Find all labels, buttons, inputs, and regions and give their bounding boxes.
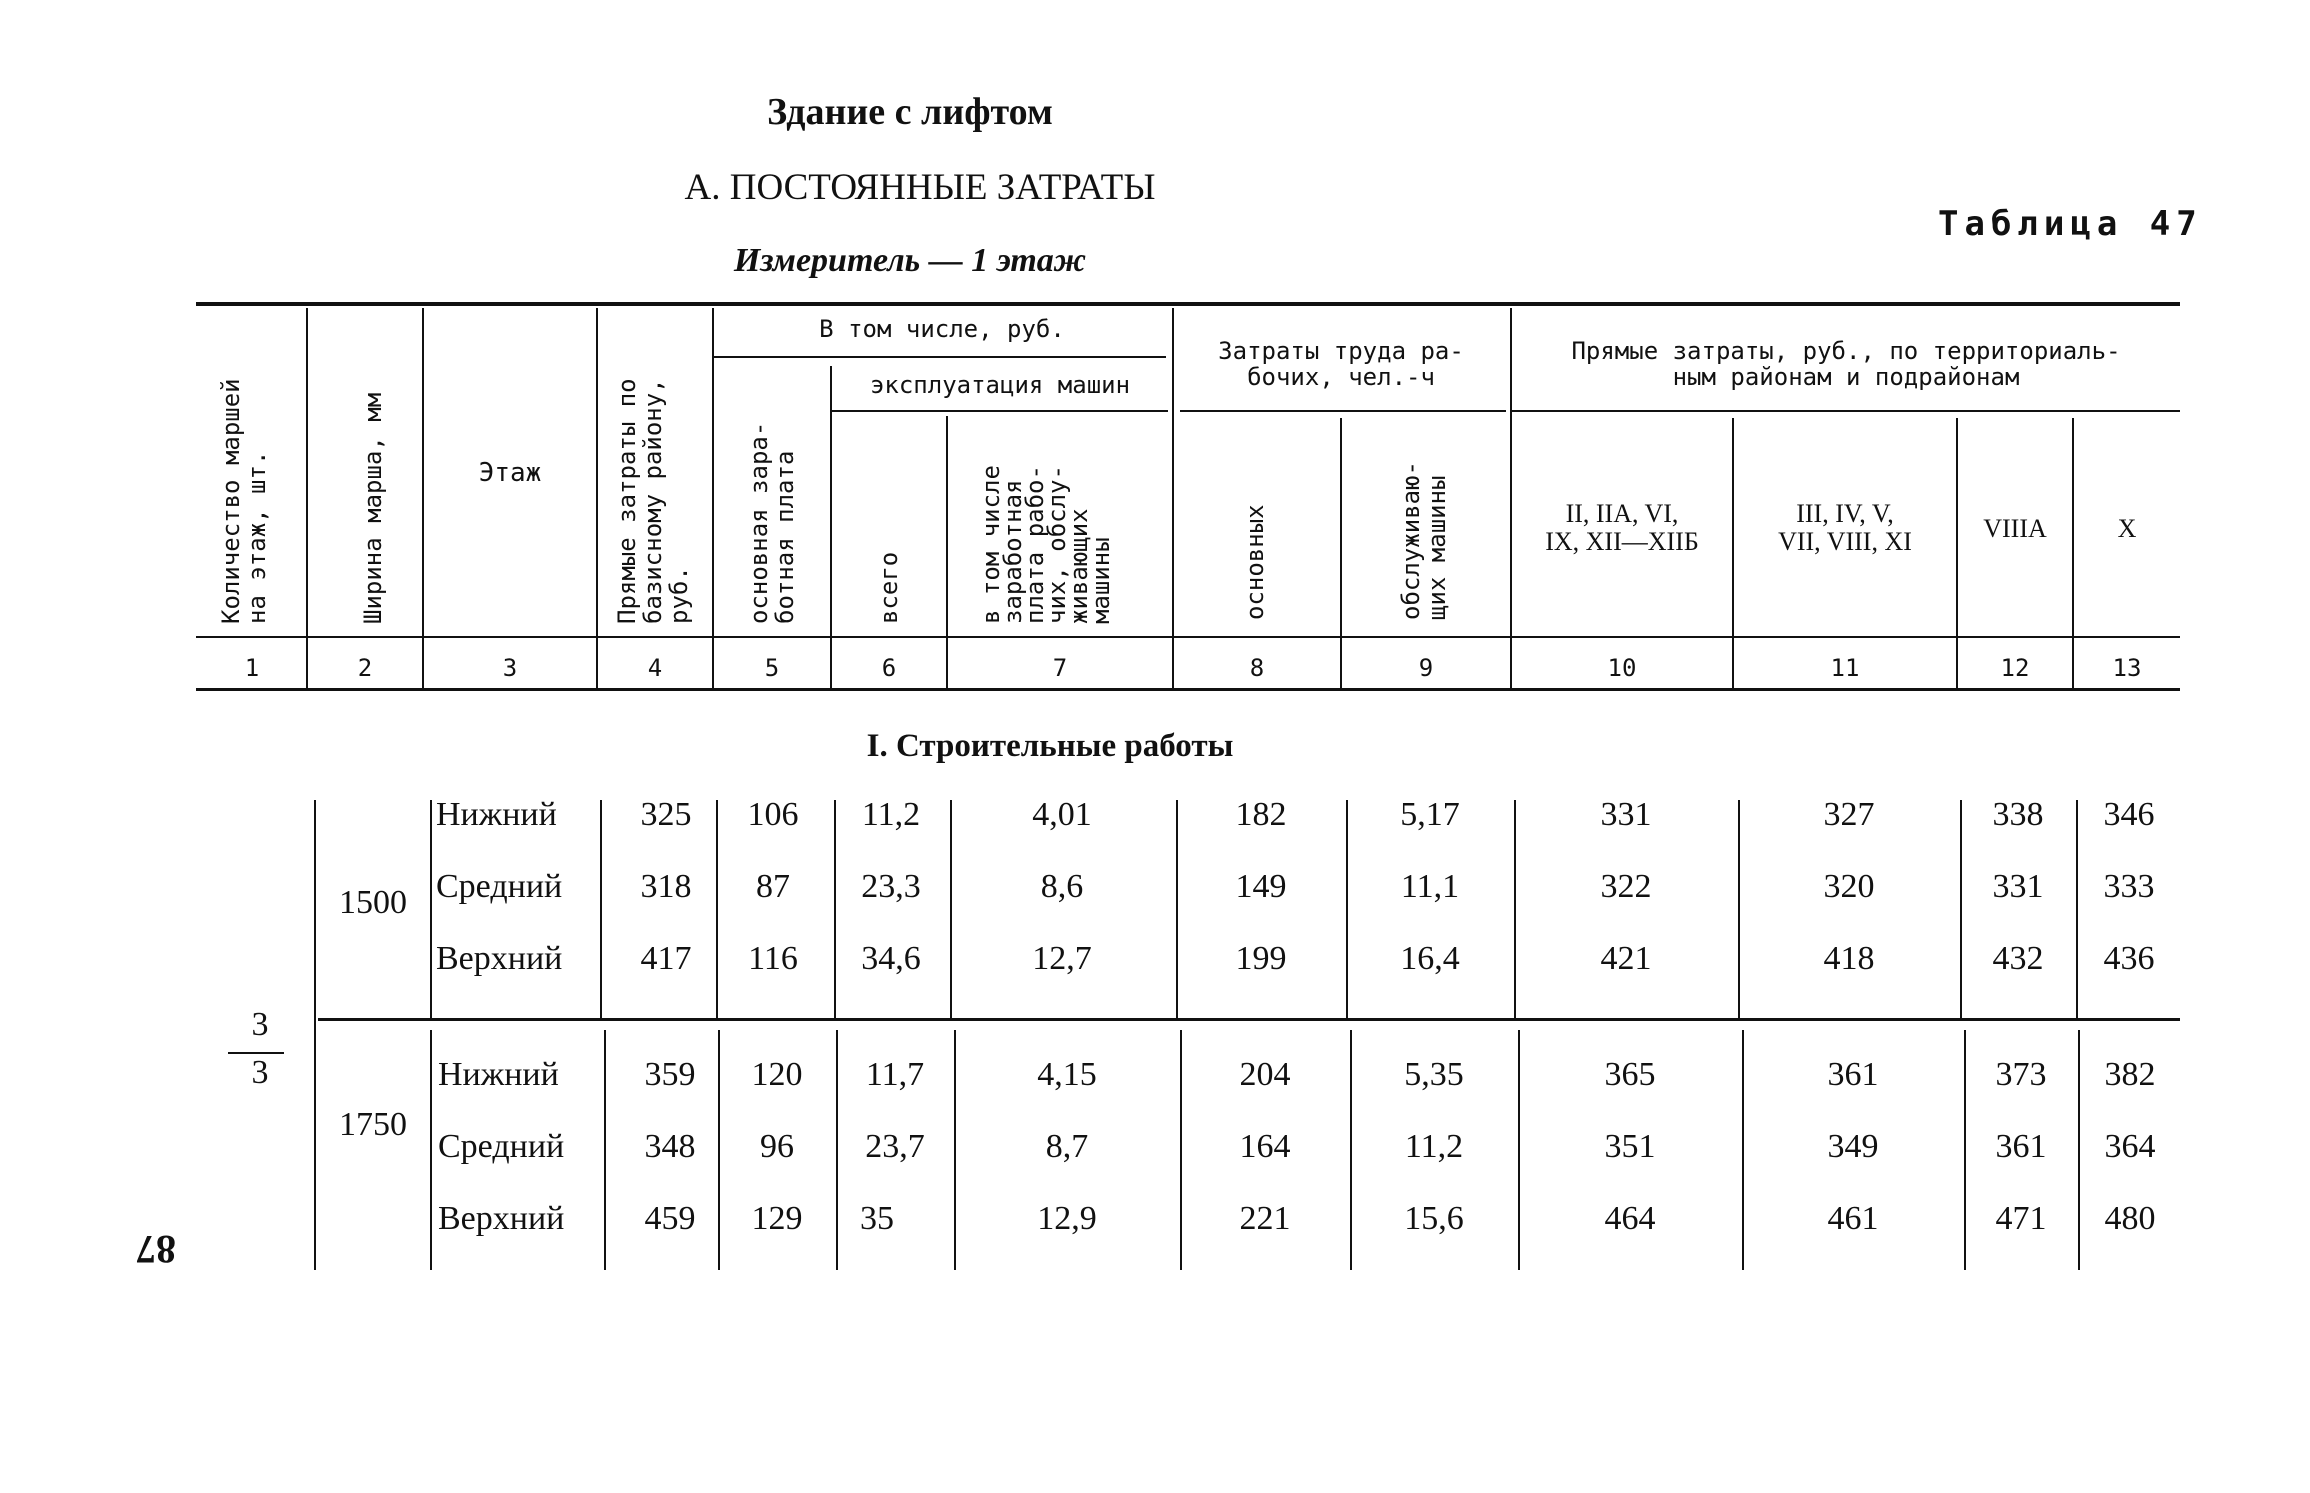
col-header-region-10: II, IIA, VI, IX, XII—XIIБ — [1545, 499, 1699, 556]
cell: 11,2 — [861, 796, 921, 833]
cell: 11,7 — [865, 1056, 925, 1093]
cell: 15,6 — [1404, 1200, 1464, 1237]
cell: 116 — [748, 940, 798, 977]
cell: 333 — [2103, 868, 2155, 905]
floor-cell: Нижний — [436, 796, 557, 833]
cell: 331 — [1992, 868, 2044, 905]
cell: 338 — [1992, 796, 2044, 833]
cell: 459 — [644, 1200, 696, 1237]
cell: 480 — [2104, 1200, 2156, 1237]
cell: 11,1 — [1400, 868, 1460, 905]
section-heading: I. Строительные работы — [866, 728, 1234, 764]
cell: 365 — [1604, 1056, 1656, 1093]
col-header-base-cost: Прямые затраты по базисному району, руб. — [613, 378, 693, 624]
cell: 361 — [1995, 1128, 2047, 1165]
col-number: 5 — [764, 654, 780, 682]
marches-numerator: 3 — [251, 1006, 269, 1043]
cell: 106 — [747, 796, 799, 833]
col-number: 8 — [1249, 654, 1265, 682]
cell: 23,7 — [865, 1128, 925, 1165]
col-header-marches: Количество маршей на этаж, шт. — [217, 378, 271, 624]
col-group-machines: эксплуатация машин — [869, 371, 1131, 399]
col-group-including: В том числе, руб. — [819, 315, 1065, 343]
measure-unit: Измеритель — 1 этаж — [733, 242, 1087, 279]
col-header-region-11: III, IV, V, VII, VIII, XI — [1778, 499, 1912, 556]
table-label: Таблица 47 — [1938, 204, 2203, 244]
col-number: 1 — [244, 654, 260, 682]
cell: 318 — [640, 868, 692, 905]
cell: 359 — [644, 1056, 696, 1093]
cell: 421 — [1600, 940, 1652, 977]
cell: 87 — [756, 868, 790, 905]
cell: 204 — [1239, 1056, 1291, 1093]
cell: 331 — [1600, 796, 1652, 833]
cell: 382 — [2104, 1056, 2156, 1093]
cell: 12,9 — [1037, 1200, 1097, 1237]
cell: 129 — [751, 1200, 803, 1237]
cell: 4,01 — [1032, 796, 1092, 833]
page-number: 87 — [136, 1227, 176, 1272]
col-header-floor: Этаж — [478, 458, 542, 488]
cell: 199 — [1235, 940, 1287, 977]
cell: 436 — [2103, 940, 2155, 977]
cell: 5,35 — [1404, 1056, 1464, 1093]
cell: 8,7 — [1045, 1128, 1089, 1165]
cell: 182 — [1235, 796, 1287, 833]
col-header-base-wage: основная зара- ботная плата — [745, 421, 799, 624]
cell: 351 — [1604, 1128, 1656, 1165]
cell: 461 — [1827, 1200, 1879, 1237]
col-number: 9 — [1418, 654, 1434, 682]
cell: 23,3 — [861, 868, 921, 905]
col-header-region-12: VIIIA — [1983, 514, 2047, 543]
cell: 327 — [1823, 796, 1875, 833]
cell: 325 — [640, 796, 692, 833]
cell: 221 — [1239, 1200, 1291, 1237]
col-number: 6 — [881, 654, 897, 682]
col-number: 4 — [647, 654, 663, 682]
cell: 320 — [1823, 868, 1875, 905]
col-number: 10 — [1607, 654, 1637, 682]
cell: 34,6 — [861, 940, 921, 977]
cell: 417 — [640, 940, 692, 977]
cell: 35 — [860, 1200, 894, 1237]
cell: 4,15 — [1037, 1056, 1097, 1093]
marches-denominator: 3 — [251, 1054, 269, 1091]
col-number: 11 — [1830, 654, 1860, 682]
cell: 364 — [2104, 1128, 2156, 1165]
cell: 349 — [1827, 1128, 1879, 1165]
march-width: 1500 — [339, 884, 407, 921]
col-number: 2 — [357, 654, 373, 682]
floor-cell: Средний — [438, 1128, 565, 1165]
cell: 432 — [1992, 940, 2044, 977]
col-header-total: всего — [875, 551, 903, 624]
cell: 164 — [1239, 1128, 1291, 1165]
cell: 373 — [1995, 1056, 2047, 1093]
floor-cell: Нижний — [438, 1056, 559, 1093]
col-header-main-workers: основных — [1241, 504, 1269, 620]
col-group-regions: Прямые затраты, руб., по территориаль- ным районам и подрайонам — [1571, 337, 2121, 391]
cell: 11,2 — [1404, 1128, 1464, 1165]
page-subtitle: А. ПОСТОЯННЫЕ ЗАТРАТЫ — [684, 167, 1156, 208]
col-header-region-13: X — [2117, 514, 2137, 543]
floor-cell: Средний — [436, 868, 563, 905]
page-title: Здание с лифтом — [767, 91, 1053, 133]
col-header-service-workers: обслуживаю- щих машины — [1397, 461, 1451, 620]
cell: 464 — [1604, 1200, 1656, 1237]
cell: 8,6 — [1040, 868, 1084, 905]
cell: 149 — [1235, 868, 1287, 905]
cell: 348 — [644, 1128, 696, 1165]
col-group-labor: Затраты труда ра- бочих, чел.-ч — [1218, 337, 1464, 391]
col-number: 7 — [1052, 654, 1068, 682]
cell: 361 — [1827, 1056, 1879, 1093]
cell: 322 — [1600, 868, 1652, 905]
cell: 16,4 — [1400, 940, 1460, 977]
col-header-machine-wage: в том числе заработная плата рабо- чих, обслу- живающих машины — [977, 465, 1115, 624]
cell: 96 — [760, 1128, 794, 1165]
cell: 120 — [751, 1056, 803, 1093]
col-number: 12 — [2000, 654, 2030, 682]
cell: 418 — [1823, 940, 1875, 977]
col-number: 13 — [2112, 654, 2142, 682]
cell: 12,7 — [1032, 940, 1092, 977]
floor-cell: Верхний — [438, 1200, 565, 1237]
cell: 5,17 — [1400, 796, 1460, 833]
cell: 346 — [2103, 796, 2155, 833]
col-number: 3 — [502, 654, 518, 682]
col-header-width: Ширина марша, мм — [359, 392, 387, 624]
floor-cell: Верхний — [436, 940, 563, 977]
cell: 471 — [1995, 1200, 2047, 1237]
march-width: 1750 — [339, 1106, 407, 1143]
